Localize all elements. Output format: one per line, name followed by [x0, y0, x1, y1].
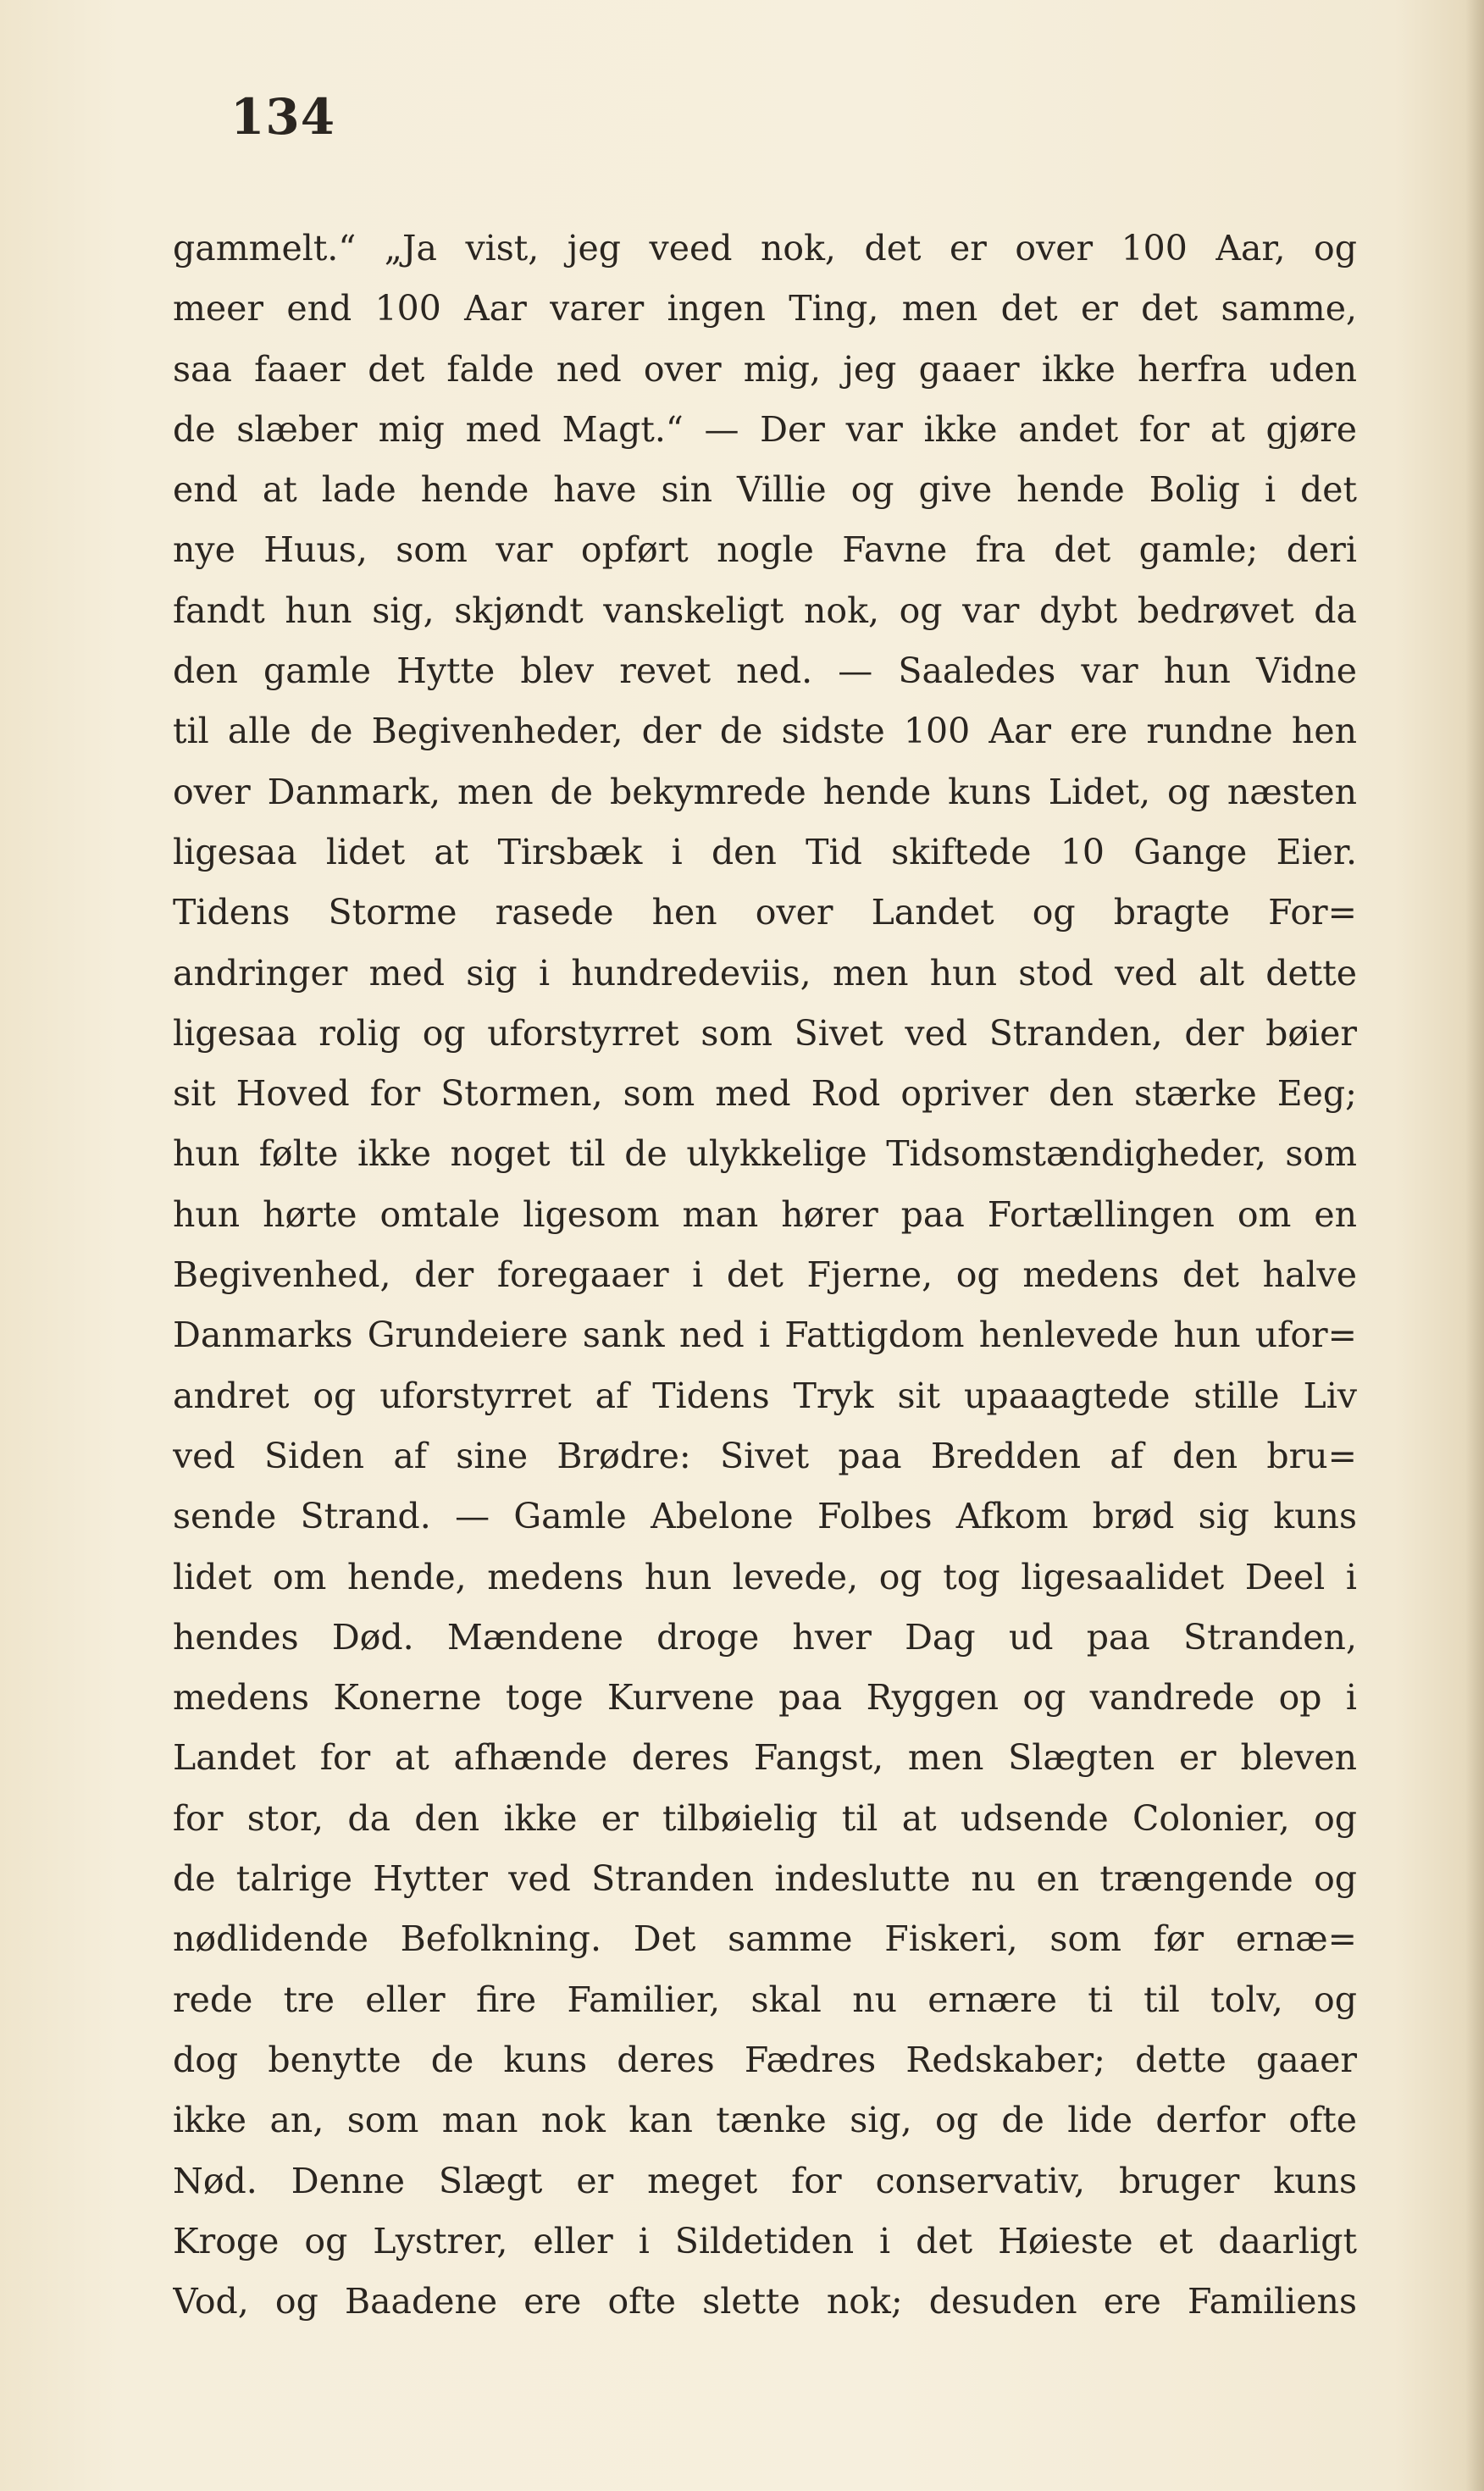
text-line: ligesaa lidet at Tirsbæk i den Tid skiftede 10 Gange Eier.: [173, 831, 1357, 872]
text-line: sende Strand. — Gamle Abelone Folbes Afkom brød sig kuns: [173, 1496, 1357, 1537]
text-line: medens Konerne toge Kurvene paa Ryggen og vandrede op i: [173, 1677, 1357, 1719]
text-line: andringer med sig i hundredeviis, men hun stod ved alt dette: [173, 952, 1357, 994]
text-line: end at lade hende have sin Villie og give hende Bolig i det: [173, 469, 1357, 511]
page-edge-shadow: [1465, 0, 1484, 2491]
text-line: dog benytte de kuns deres Fædres Redskaber; dette gaaer: [173, 2039, 1357, 2080]
text-line: for stor, da den ikke er tilbøielig til at udsende Colonier, og: [173, 1797, 1357, 1839]
text-line: Nød. Denne Slægt er meget for conservativ, bruger kuns: [173, 2160, 1357, 2201]
text-line: rede tre eller fire Familier, skal nu ernære ti til tolv, og: [173, 1979, 1357, 2020]
text-line: nødlidende Befolkning. Det samme Fiskeri, som før ernæ=: [173, 1918, 1357, 1960]
text-line: hun hørte omtale ligesom man hører paa Fortællingen om en: [173, 1193, 1357, 1235]
text-line: Landet for at afhænde deres Fangst, men Slægten er bleven: [173, 1737, 1357, 1779]
text-line: Danmarks Grundeiere sank ned i Fattigdom henlevede hun ufor=: [173, 1315, 1357, 1356]
text-line: sit Hoved for Stormen, som med Rod opriver den stærke Eeg;: [173, 1073, 1357, 1115]
text-line: Begivenhed, der foregaaer i det Fjerne, og medens det halve: [173, 1254, 1357, 1296]
text-line: Kroge og Lystrer, eller i Sildetiden i det Høieste et daarligt: [173, 2220, 1357, 2261]
text-line: hendes Død. Mændene droge hver Dag ud paa Stranden,: [173, 1616, 1357, 1658]
text-line: meer end 100 Aar varer ingen Ting, men det er det samme,: [173, 288, 1357, 329]
text-line: ved Siden af sine Brødre: Sivet paa Bredden af den bru=: [173, 1435, 1357, 1476]
text-line: fandt hun sig, skjøndt vanskeligt nok, og var dybt bedrøvet da: [173, 590, 1357, 631]
text-line: til alle de Begivenheder, der de sidste 100 Aar ere rundne hen: [173, 711, 1357, 752]
text-line: andret og uforstyrret af Tidens Tryk sit upaaagtede stille Liv: [173, 1375, 1357, 1416]
text-line: gammelt.“ „Ja vist, jeg veed nok, det er over 100 Aar, og: [173, 228, 1357, 268]
text-line: de slæber mig med Magt.“ — Der var ikke andet for at gjøre: [173, 408, 1357, 450]
text-line: hun følte ikke noget til de ulykkelige Tidsomstændigheder, som: [173, 1133, 1357, 1175]
text-line: ligesaa rolig og uforstyrret som Sivet ved Stranden, der bøier: [173, 1012, 1357, 1054]
text-line: Tidens Storme rasede hen over Landet og bragte For=: [173, 892, 1357, 933]
text-line: den gamle Hytte blev revet ned. — Saaledes var hun Vidne: [173, 650, 1357, 692]
text-line: over Danmark, men de bekymrede hende kuns Lidet, og næsten: [173, 771, 1357, 812]
text-line: saa faaer det falde ned over mig, jeg gaaer ikke herfra uden: [173, 348, 1357, 390]
page-number: 134: [230, 88, 336, 146]
text-line: nye Huus, som var opført nogle Favne fra det gamle; deri: [173, 529, 1357, 571]
text-line: de talrige Hytter ved Stranden indeslutte nu en trængende og: [173, 1858, 1357, 1900]
body-text: [173, 219, 1357, 2332]
text-line: Vod, og Baadene ere ofte slette nok; desuden ere Familiens: [173, 2281, 1357, 2322]
text-line: lidet om hende, medens hun levede, og tog ligesaalidet Deel i: [173, 1556, 1357, 1597]
text-line: ikke an, som man nok kan tænke sig, og de lide derfor ofte: [173, 2100, 1357, 2141]
